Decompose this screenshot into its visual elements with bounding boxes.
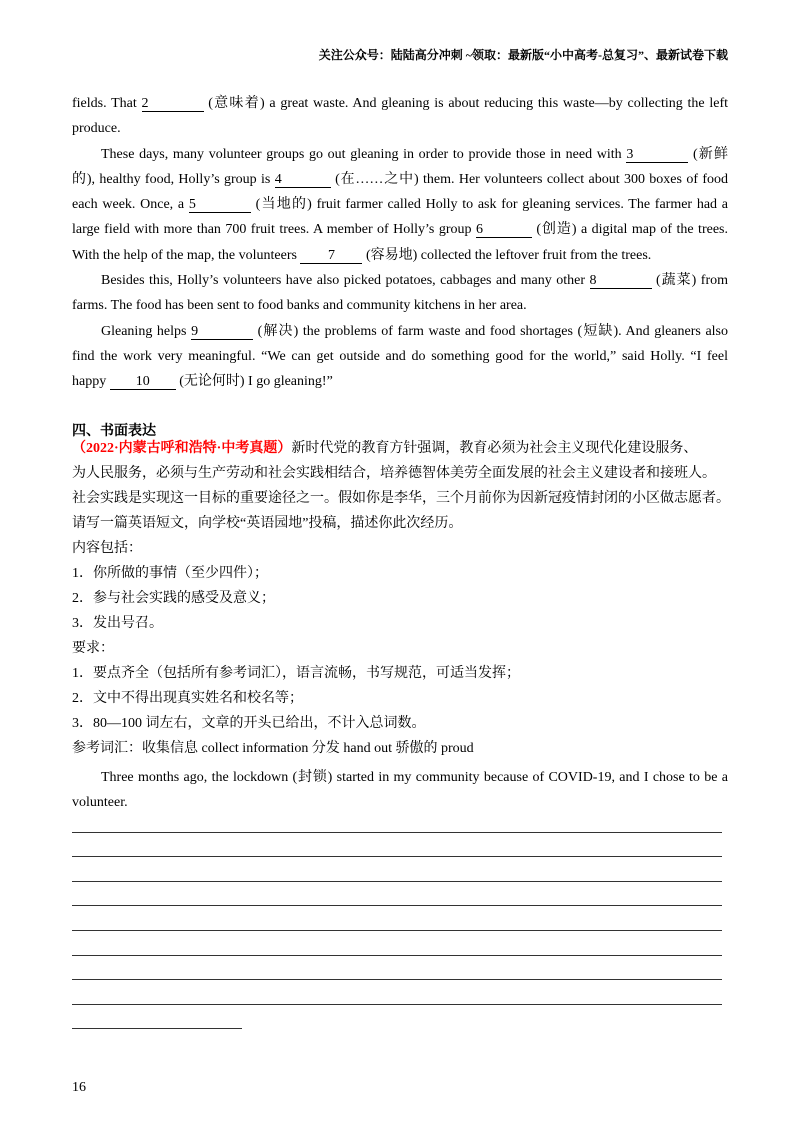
prompt-text: 新时代党的教育方针强调，教育必须为社会主义现代化建设服务、 (291, 440, 698, 456)
opening-line: Three months ago, the lockdown (封锁) started in my community because of COVID-19, and I chose to be a (101, 769, 728, 785)
answer-line-short (72, 1005, 242, 1030)
essay-opening (72, 765, 728, 815)
blank-10: 10 (110, 375, 176, 390)
prompt-line: 请写一篇英语短文，向学校“英语园地”投稿，描述你此次经历。 (72, 515, 463, 531)
line-text: find the work very meaningful. “We can get outside and do something good for the world,” said Holly. “I feel (72, 348, 728, 364)
passage-line (72, 91, 728, 116)
content-heading: 内容包括： (72, 540, 142, 556)
line-text: Gleaning helps (101, 323, 192, 339)
writing-task-prompt (72, 436, 742, 762)
answer-line (72, 931, 722, 956)
passage-line (72, 243, 728, 268)
answer-line (72, 857, 722, 882)
answer-line (72, 833, 722, 858)
line-text: fields. That (72, 96, 142, 111)
prompt-line (72, 436, 742, 461)
blank-6: 6 (476, 223, 532, 238)
reference-vocabulary: 参考词汇：收集信息 collect information 分发 hand out 骄傲的 proud (72, 741, 474, 757)
page-number: 16 (72, 1080, 86, 1095)
line-text: (在……之中) them. Her volunteers collect about 300 boxes of food (330, 171, 728, 187)
line-text: (解决) the problems of farm waste and food shortages (短缺). And gleaners also (253, 323, 728, 339)
requirement-item: 1．要点齐全（包括所有参考词汇），语言流畅，书写规范，可适当发挥； (72, 666, 520, 682)
passage-line (72, 293, 728, 318)
blank-5: 5 (189, 198, 251, 213)
passage-line (72, 167, 728, 192)
blank-8: 8 (590, 274, 652, 289)
line-text: Besides this, Holly’s volunteers have also picked potatoes, cabbages and many other (101, 273, 590, 289)
line-text: 的), healthy food, Holly’s group is (72, 171, 275, 187)
content-item: 1．你所做的事情（至少四件）； (72, 565, 268, 581)
blank-7: 7 (300, 249, 362, 264)
line-text: happy (72, 374, 110, 390)
line-text: With the help of the map, the volunteers (72, 247, 301, 263)
blank-3: 3 (626, 148, 688, 163)
opening-line: volunteer. (72, 794, 128, 810)
line-text: (当地的) fruit farmer called Holly to ask for gleaning services. The farmer had a (250, 197, 728, 213)
line-text: (意味着) a great waste. And gleaning is about reducing this waste—by collecting the left (203, 96, 728, 111)
prompt-line: 社会实践是实现这一目标的重要途径之一。假如你是李华，三个月前你为因新冠疫情封闭的小区做志愿者。 (72, 490, 730, 506)
answer-line (72, 956, 722, 981)
line-text: (容易地) collected the leftover fruit from the trees. (362, 247, 652, 263)
content-item: 2．参与社会实践的感受及意义； (72, 590, 275, 606)
passage-line (72, 369, 728, 394)
passage-line (72, 192, 728, 217)
blank-9: 9 (191, 325, 253, 340)
passage-line (72, 217, 728, 242)
line-text: (无论何时) I go gleaning!” (175, 374, 333, 390)
content-item: 3．发出号召。 (72, 616, 163, 632)
line-text: large field with more than 700 fruit trees. A member of Holly’s group (72, 222, 476, 238)
header-notice: 关注公众号：陆陆高分冲刺 ~领取：最新版“小中高考-总复习”、最新试卷下载 (318, 48, 728, 62)
requirement-item: 3．80—100 词左右，文章的开头已给出，不计入总词数。 (72, 716, 426, 732)
passage-line (72, 142, 728, 167)
passage-line (72, 319, 728, 344)
requirements-heading: 要求： (72, 641, 114, 657)
line-text: (新鲜 (688, 146, 728, 162)
line-text: These days, many volunteer groups go out gleaning in order to provide those in need with (101, 146, 627, 162)
section-title: 四、书面表达 (72, 424, 156, 439)
line-text: farms. The food has been sent to food banks and community kitchens in her area. (72, 298, 527, 314)
answer-line (72, 882, 722, 907)
line-text: produce. (72, 121, 121, 137)
answer-line (72, 808, 722, 833)
passage-line (72, 268, 728, 293)
blank-2: 2 (142, 97, 204, 112)
passage-line (72, 344, 728, 369)
passage-line (72, 116, 728, 141)
line-text: (蔬菜) from (651, 273, 728, 289)
cloze-passage (72, 91, 728, 395)
answer-line (72, 980, 722, 1005)
prompt-line: 为人民服务，必须与生产劳动和社会实践相结合，培养德智体美劳全面发展的社会主义建设者和接班人。 (72, 465, 716, 481)
answer-area (72, 808, 722, 1029)
requirement-item: 2．文中不得出现真实姓名和校名等； (72, 691, 303, 707)
answer-line (72, 906, 722, 931)
line-text: (创造) a digital map of the trees. (531, 222, 728, 238)
blank-4: 4 (275, 173, 331, 188)
line-text: each week. Once, a (72, 197, 189, 213)
question-source-label: （2022·内蒙古呼和浩特·中考真题） (72, 440, 292, 456)
